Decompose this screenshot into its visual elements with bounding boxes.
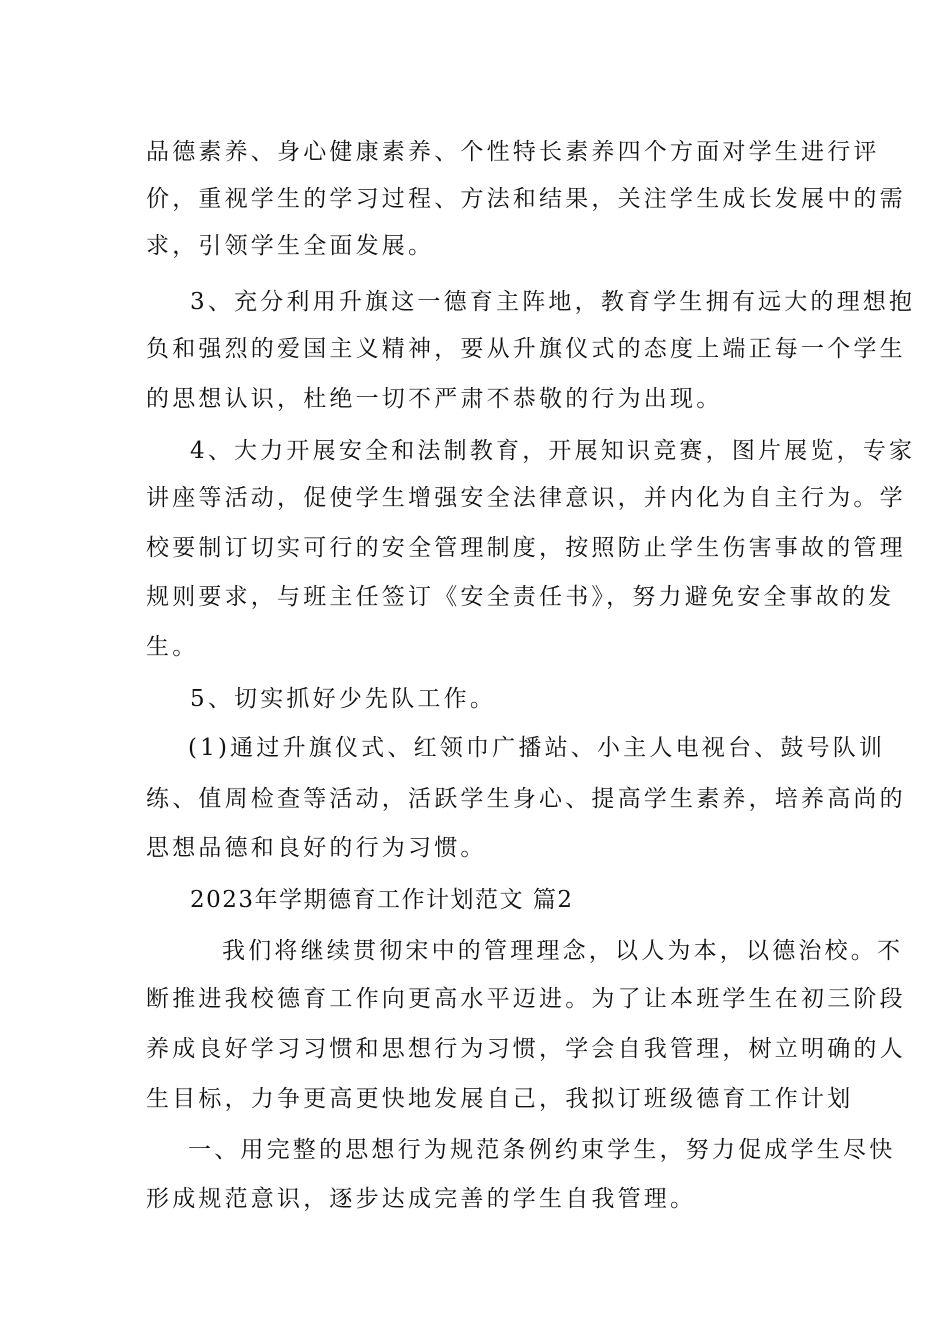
paragraph-5-line-1: 5、切实抓好少先队工作。 <box>190 686 497 712</box>
paragraph-3-line-3: 的思想认识，杜绝一切不严肃不恭敬的行为出现。 <box>146 386 723 412</box>
paragraph-7-line-4: 生目标，力争更高更快地发展自己，我拟订班级德育工作计划 <box>146 1086 854 1112</box>
paragraph-6-line-1: (1)通过升旗仪式、红领巾广播站、小主人电视台、鼓号队训 <box>188 735 886 761</box>
paragraph-4-line-5: 生。 <box>146 634 199 660</box>
paragraph-6-line-2: 练、值周检查等活动，活跃学生身心、提高学生素养，培养高尚的 <box>146 786 906 812</box>
paragraph-8-line-1: 一、用完整的思想行为规范条例约束学生，努力促成学生尽快 <box>188 1137 896 1163</box>
paragraph-3-line-2: 负和强烈的爱国主义精神，要从升旗仪式的态度上端正每一个学生 <box>146 336 906 362</box>
text-line-3: 求，引领学生全面发展。 <box>146 233 435 259</box>
paragraph-7-line-1: 我们将继续贯彻宋中的管理理念，以人为本，以德治校。不 <box>222 938 904 964</box>
section-heading: 2023年学期德育工作计划范文 篇2 <box>190 887 574 913</box>
paragraph-4-line-1: 4、大力开展安全和法制教育，开展知识竞赛，图片展览，专家 <box>190 438 916 464</box>
paragraph-8-line-2: 形成规范意识，逐步达成完善的学生自我管理。 <box>146 1186 697 1212</box>
text-line-2: 价，重视学生的学习过程、方法和结果，关注学生成长发展中的需 <box>146 186 906 212</box>
text-line-1: 品德素养、身心健康素养、个性特长素养四个方面对学生进行评 <box>146 139 880 165</box>
paragraph-4-line-3: 校要制订切实可行的安全管理制度，按照防止学生伤害事故的管理 <box>146 535 906 561</box>
paragraph-7-line-3: 养成良好学习习惯和思想行为习惯，学会自我管理，树立明确的人 <box>146 1036 906 1062</box>
paragraph-7-line-2: 断推进我校德育工作向更高水平迈进。为了让本班学生在初三阶段 <box>146 986 906 1012</box>
paragraph-4-line-2: 讲座等活动，促使学生增强安全法律意识，并内化为自主行为。学 <box>146 485 906 511</box>
paragraph-3-line-1: 3、充分利用升旗这一德育主阵地，教育学生拥有远大的理想抱 <box>190 289 916 315</box>
paragraph-6-line-3: 思想品德和良好的行为习惯。 <box>146 835 487 861</box>
paragraph-4-line-4: 规则要求，与班主任签订《安全责任书》，努力避免安全事故的发 <box>146 584 895 610</box>
